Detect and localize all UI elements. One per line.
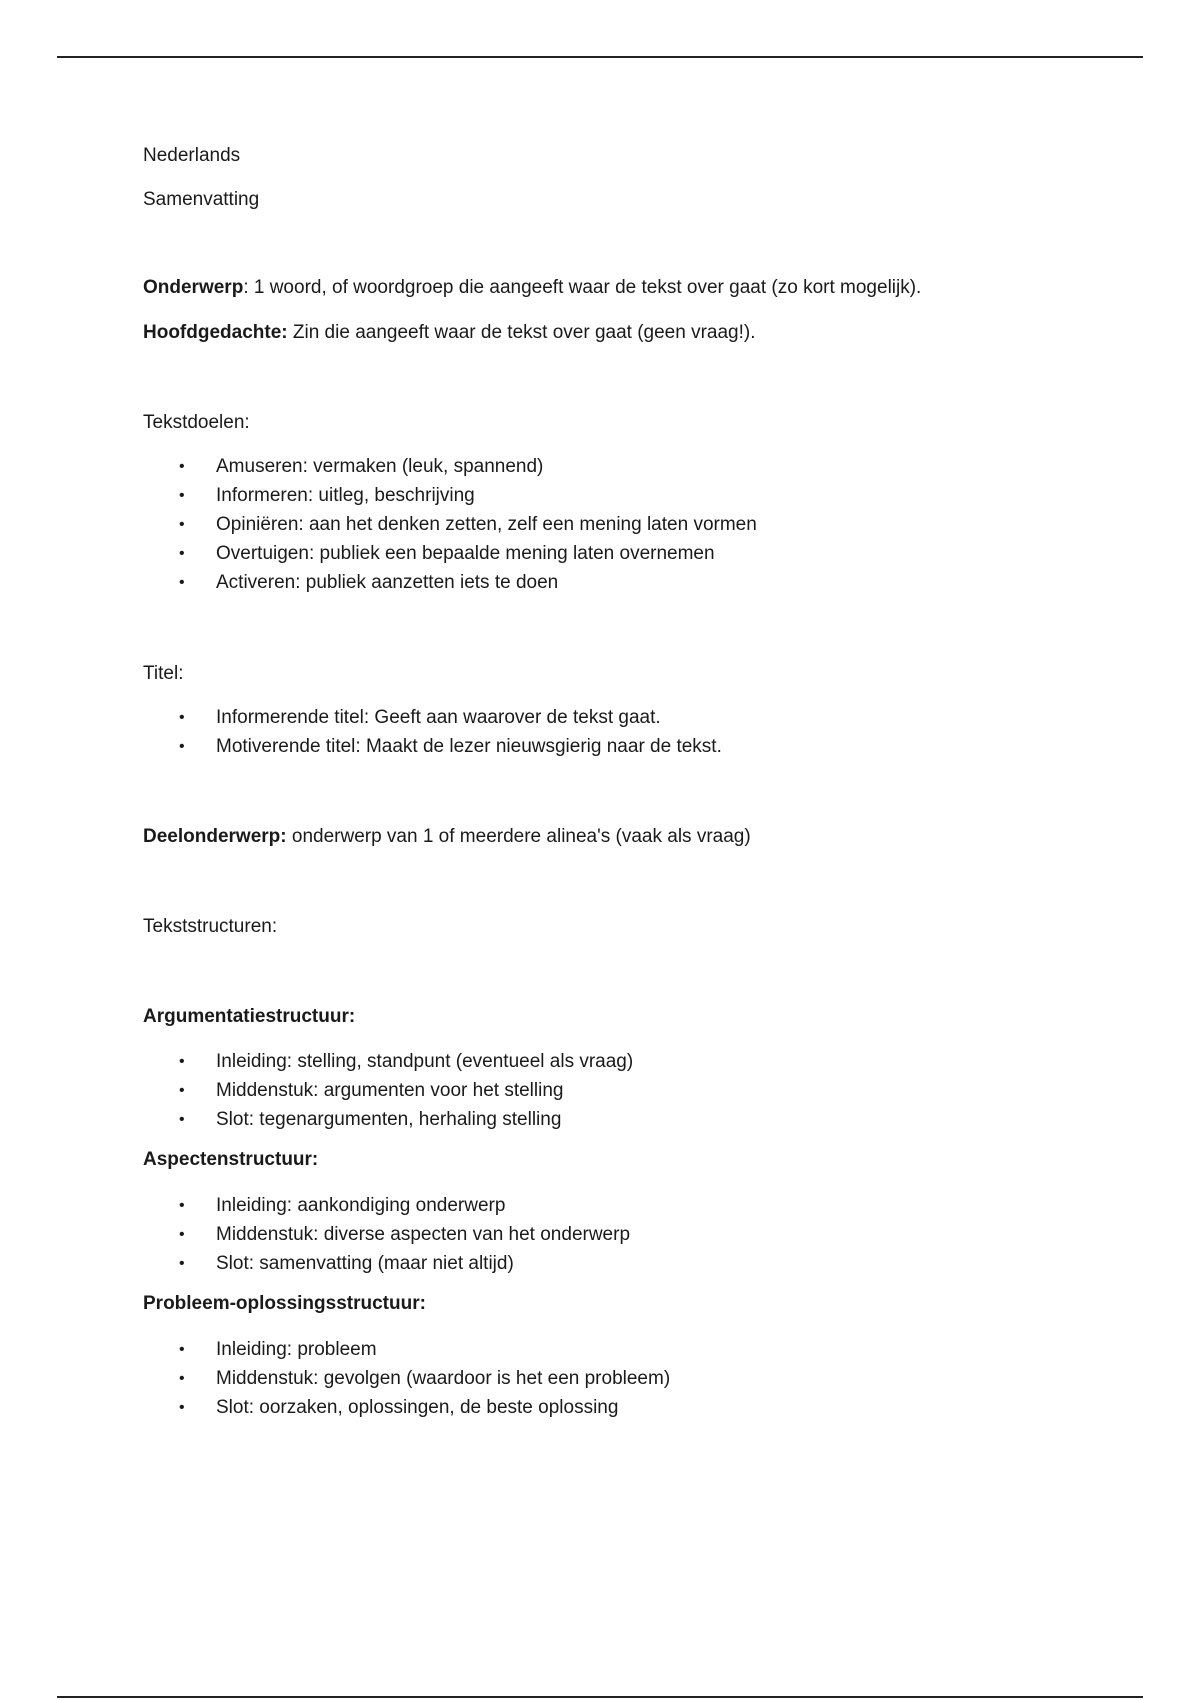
aspecten-heading: Aspectenstructuur: (143, 1149, 319, 1170)
header-rule (57, 56, 1143, 58)
list-item: • Opiniëren: aan het denken zetten, zelf een mening laten vormen (143, 510, 1143, 539)
bullet-icon: • (179, 1399, 185, 1416)
doc-type: Samenvatting (143, 189, 260, 210)
list-item: • Amuseren: vermaken (leuk, spannend) (143, 452, 1143, 481)
onderwerp-text: : 1 woord, of woordgroep die aangeeft waar de tekst over gaat (zo kort mogelijk). (243, 277, 922, 298)
argumentatie-list (143, 1047, 1143, 1134)
tekstdoelen-heading: Tekstdoelen: (143, 412, 250, 433)
list-item: • Overtuigen: publiek een bepaalde mening laten overnemen (143, 539, 1143, 568)
bullet-icon: • (179, 1255, 185, 1272)
list-item: • Informeren: uitleg, beschrijving (143, 481, 1143, 510)
bullet-icon: • (179, 1111, 185, 1128)
argumentatie-heading: Argumentatiestructuur: (143, 1006, 356, 1027)
list-item: • Slot: tegenargumenten, herhaling stelling (143, 1105, 1143, 1134)
probleem-heading: Probleem-oplossingsstructuur: (143, 1293, 426, 1314)
list-item: • Inleiding: stelling, standpunt (eventueel als vraag) (143, 1047, 1143, 1076)
list-item: • Slot: oorzaken, oplossingen, de beste oplossing (143, 1393, 1143, 1422)
bullet-icon: • (179, 1370, 185, 1387)
deelonderwerp-definition (143, 825, 1143, 849)
bullet-icon: • (179, 709, 185, 726)
bullet-icon: • (179, 1082, 185, 1099)
deelonderwerp-text: onderwerp van 1 of meerdere alinea's (vaak als vraag) (286, 826, 751, 847)
list-item: • Informerende titel: Geeft aan waarover de tekst gaat. (143, 703, 1143, 732)
tekststructuren-heading: Tekststructuren: (143, 916, 278, 937)
bullet-icon: • (179, 1053, 185, 1070)
list-item: • Activeren: publiek aanzetten iets te doen (143, 568, 1143, 597)
probleem-list (143, 1335, 1143, 1422)
bullet-icon: • (179, 545, 185, 562)
titel-list (143, 703, 1143, 761)
footer-rule (57, 1696, 1143, 1698)
bullet-icon: • (179, 516, 185, 533)
bullet-icon: • (179, 1197, 185, 1214)
bullet-icon: • (179, 487, 185, 504)
list-item: • Slot: samenvatting (maar niet altijd) (143, 1249, 1143, 1278)
bullet-icon: • (179, 1226, 185, 1243)
onderwerp-definition (143, 276, 1143, 300)
onderwerp-term: Onderwerp (143, 277, 244, 298)
list-item: • Inleiding: aankondiging onderwerp (143, 1191, 1143, 1220)
hoofdgedachte-definition (143, 321, 1143, 345)
list-item: • Motiverende titel: Maakt de lezer nieuwsgierig naar de tekst. (143, 732, 1143, 761)
bullet-icon: • (179, 574, 185, 591)
aspecten-list (143, 1191, 1143, 1278)
tekstdoelen-list (143, 452, 1143, 597)
titel-heading: Titel: (143, 663, 184, 684)
hoofdgedachte-text: Zin die aangeeft waar de tekst over gaat (geen vraag!). (287, 322, 756, 343)
hoofdgedachte-term: Hoofdgedachte: (143, 322, 288, 343)
deelonderwerp-term: Deelonderwerp: (143, 826, 287, 847)
doc-subject: Nederlands (143, 145, 241, 166)
list-item: • Middenstuk: gevolgen (waardoor is het een probleem) (143, 1364, 1143, 1393)
bullet-icon: • (179, 458, 185, 475)
list-item: • Middenstuk: diverse aspecten van het onderwerp (143, 1220, 1143, 1249)
bullet-icon: • (179, 1341, 185, 1358)
bullet-icon: • (179, 738, 185, 755)
document-body (143, 144, 1143, 1422)
list-item: • Inleiding: probleem (143, 1335, 1143, 1364)
list-item: • Middenstuk: argumenten voor het stelling (143, 1076, 1143, 1105)
